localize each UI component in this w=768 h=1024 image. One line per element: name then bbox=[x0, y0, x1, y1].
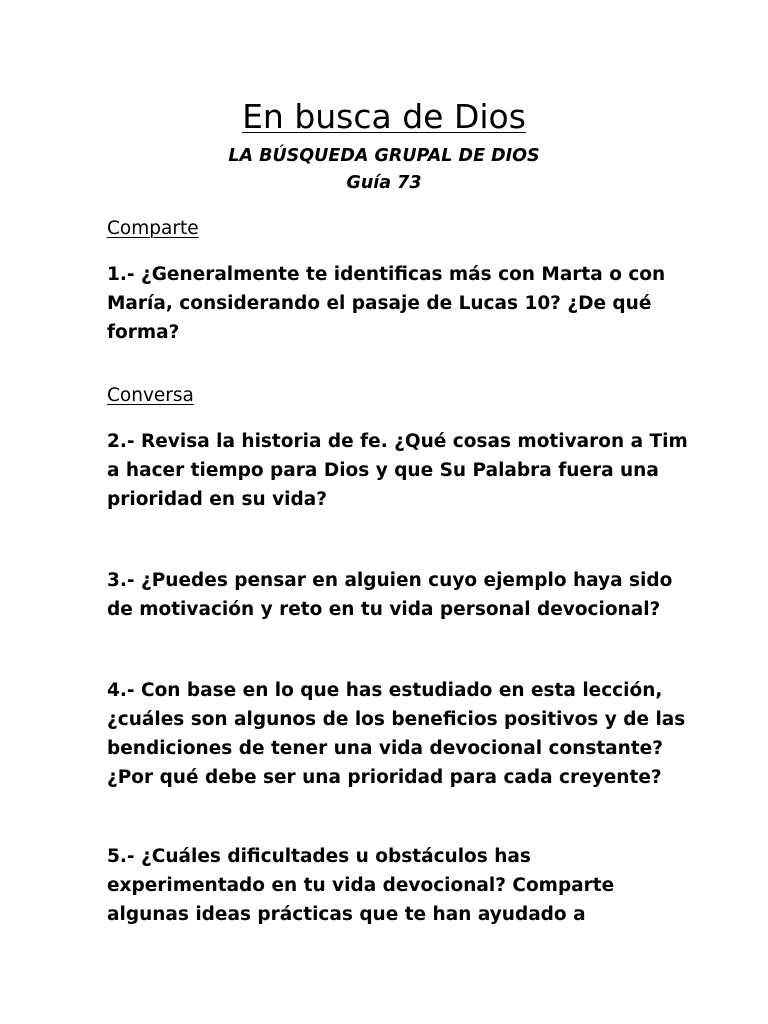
question-line: 5.- ¿Cuáles dificultades u obstáculos has bbox=[107, 846, 531, 867]
question-line: 4.- Con base en lo que has estudiado en esta lección, bbox=[107, 680, 663, 701]
question-2 bbox=[107, 427, 687, 514]
question-line: a hacer tiempo para Dios y que Su Palabra fuera una bbox=[107, 460, 659, 481]
question-5 bbox=[107, 842, 687, 929]
question-line: ¿cuáles son algunos de los beneficios positivos y de las bbox=[107, 709, 686, 730]
section-label-share: Comparte bbox=[107, 218, 199, 239]
question-line: María, considerando el pasaje de Lucas 10? ¿De qué bbox=[107, 293, 652, 314]
question-line: 2.- Revisa la historia de fe. ¿Qué cosas motivaron a Tim bbox=[107, 431, 688, 452]
guide-number: Guía 73 bbox=[346, 173, 422, 193]
question-3 bbox=[107, 566, 687, 624]
question-line: de motivación y reto en tu vida personal devocional? bbox=[107, 599, 661, 620]
question-line: forma? bbox=[107, 322, 180, 343]
question-line: ¿Por qué debe ser una prioridad para cada creyente? bbox=[107, 767, 662, 788]
document-title: En busca de Dios bbox=[242, 97, 526, 136]
question-4 bbox=[107, 676, 687, 792]
question-line: 1.- ¿Generalmente te identificas más con Marta o con bbox=[107, 264, 666, 285]
question-line: prioridad en su vida? bbox=[107, 489, 327, 510]
question-line: experimentado en tu vida devocional? Comparte bbox=[107, 875, 615, 896]
section-label-converse: Conversa bbox=[107, 385, 194, 406]
question-line: 3.- ¿Puedes pensar en alguien cuyo ejemplo haya sido bbox=[107, 570, 673, 591]
document-subtitle: LA BÚSQUEDA GRUPAL DE DIOS bbox=[228, 146, 540, 166]
question-1 bbox=[107, 260, 687, 347]
question-line: bendiciones de tener una vida devocional constante? bbox=[107, 738, 663, 759]
question-line: algunas ideas prácticas que te han ayudado a bbox=[107, 904, 586, 925]
